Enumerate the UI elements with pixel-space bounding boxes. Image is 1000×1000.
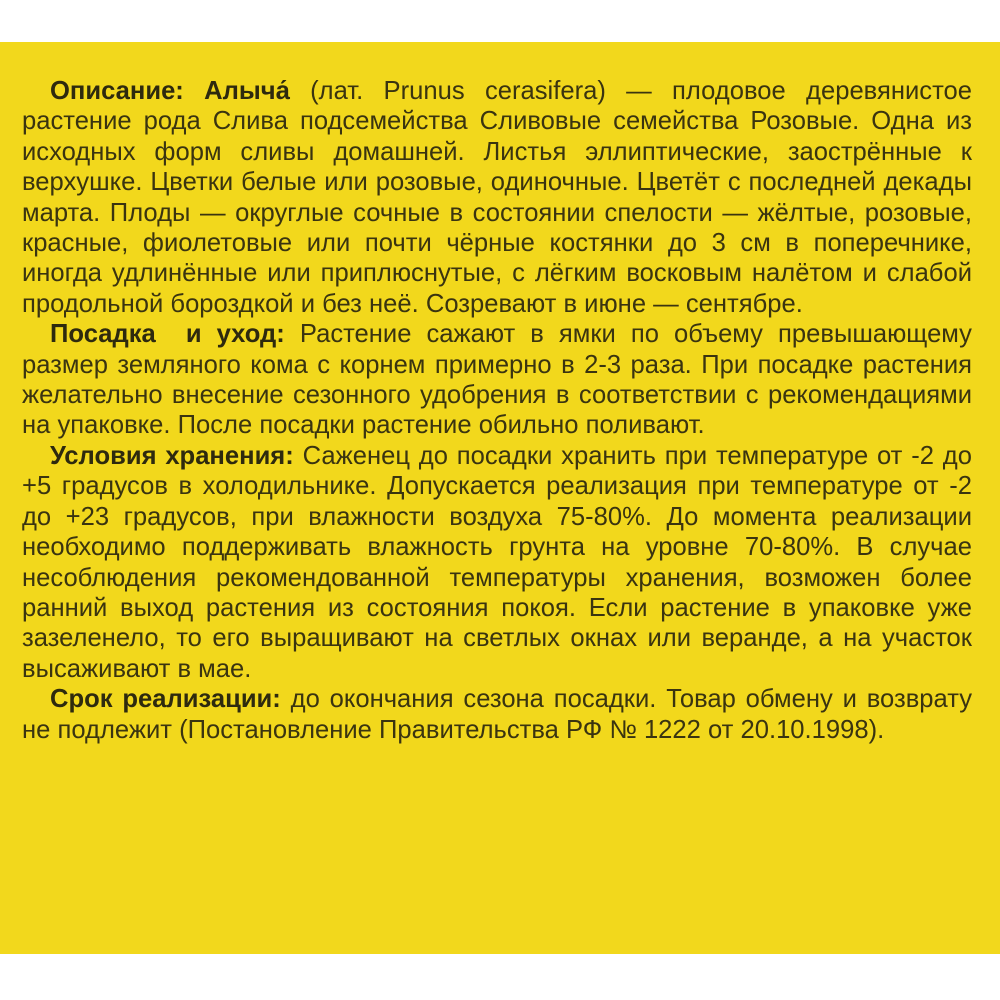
storage-text: Саженец до посадки хранить при температуре от -2 до +5 градусов в холодильнике. Допускается реализация при температуре от -2 до +23 градусов, при влажности воздуха 75-80%. До момента реализации необходимо поддерживать влажность грунта на уровне 70-80%. В случае несоблюдения рекомендованной температуры хранения, возможен более ранний выход растения из состояния покоя. Если растение в упаковке уже зазеленело, то его выращивают на светлых окнах или веранде, а на участок высаживают в мае. xyxy=(22,441,972,683)
planting-heading: Посадка и уход: xyxy=(50,320,285,349)
planting-text: Растение сажают в ямки по объему превышающему размер земляного кома с корнем примерно в 2-3 раза. При посадке растения желательно внесение сезонного удобрения в соответствии с рекомендациями на упаковке. После посадки растение обильно поливают. xyxy=(22,320,972,440)
sale-period-heading: Срок реализации: xyxy=(50,685,281,714)
description-text: (лат. Prunus cerasifera) — плодовое деревянистое растение рода Слива подсемейства Сливовые семейства Розовые. Одна из исходных форм сливы домашней. Листья эллиптические, заострённые к верхушке. Цветки белые или розовые, одиночные. Цветёт с последней декады марта. Плоды — округлые сочные в состоянии спелости — жёлтые, розовые, красные, фиолетовые или почти чёрные костянки до 3 см в поперечнике, иногда удлинённые или приплюснутые, с лёгким восковым налётом и слабой продольной бороздкой и без неё. Созревают в июне — сентябре. xyxy=(22,77,972,318)
product-label xyxy=(0,42,1000,954)
description-heading: Описание: Алыча́ xyxy=(50,77,290,105)
sale-period-paragraph xyxy=(22,684,972,745)
sale-period-text: до окончания сезона посадки. Товар обмену и возврату не подлежит (Постановление Правительства РФ № 1222 от 20.10.1998). xyxy=(22,685,973,744)
storage-paragraph xyxy=(22,441,972,684)
planting-paragraph xyxy=(22,319,972,441)
description-paragraph xyxy=(22,76,972,319)
label-text xyxy=(22,76,972,745)
storage-heading: Условия хранения: xyxy=(50,441,294,470)
